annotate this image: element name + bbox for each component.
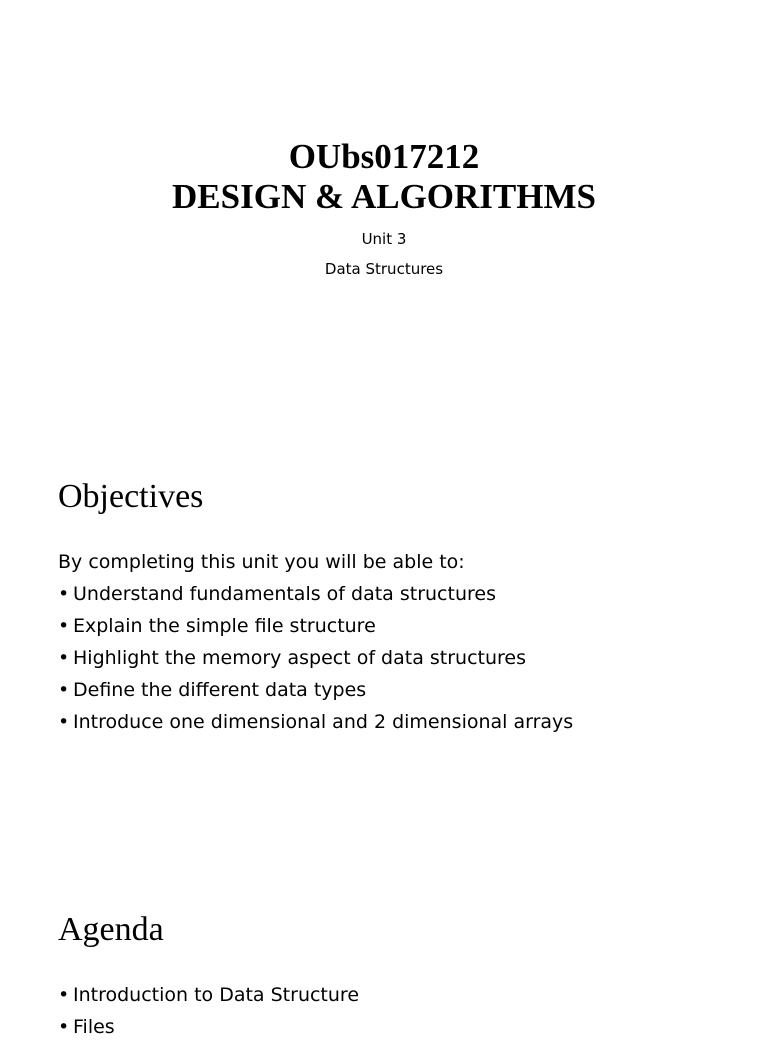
list-item-text: Define the different data types — [73, 679, 367, 701]
list-item — [58, 709, 573, 741]
objectives-slide — [0, 430, 768, 860]
list-item-text: Files — [73, 1016, 115, 1038]
topic-label: Data Structures — [324, 260, 444, 278]
list-item-text: Introduce one dimensional and 2 dimensional arrays — [73, 711, 574, 733]
title-slide — [0, 0, 768, 430]
objectives-list — [58, 581, 573, 741]
list-item-text: Understand fundamentals of data structures — [73, 583, 496, 605]
course-code: OUbs017212 — [288, 137, 480, 176]
agenda-list — [58, 982, 359, 1046]
objectives-heading: Objectives — [58, 478, 204, 515]
list-item — [58, 1014, 359, 1046]
bullet-icon: • — [58, 1016, 70, 1038]
list-item — [58, 645, 573, 677]
list-item-text: Introduction to Data Structure — [73, 984, 360, 1006]
list-item — [58, 677, 573, 709]
bullet-icon: • — [58, 583, 70, 605]
list-item — [58, 581, 573, 613]
bullet-icon: • — [58, 711, 70, 733]
list-item-text: Explain the simple file structure — [73, 615, 376, 637]
bullet-icon: • — [58, 679, 70, 701]
objectives-intro: By completing this unit you will be able to: — [58, 551, 465, 573]
bullet-icon: • — [58, 984, 70, 1006]
bullet-icon: • — [58, 647, 70, 669]
course-name: DESIGN & ALGORITHMS — [172, 177, 596, 216]
list-item-text: Highlight the memory aspect of data structures — [73, 647, 527, 669]
unit-label: Unit 3 — [361, 230, 407, 248]
list-item — [58, 613, 573, 645]
bullet-icon: • — [58, 615, 70, 637]
agenda-slide — [0, 860, 768, 1038]
list-item — [58, 982, 359, 1014]
agenda-heading: Agenda — [58, 911, 164, 948]
